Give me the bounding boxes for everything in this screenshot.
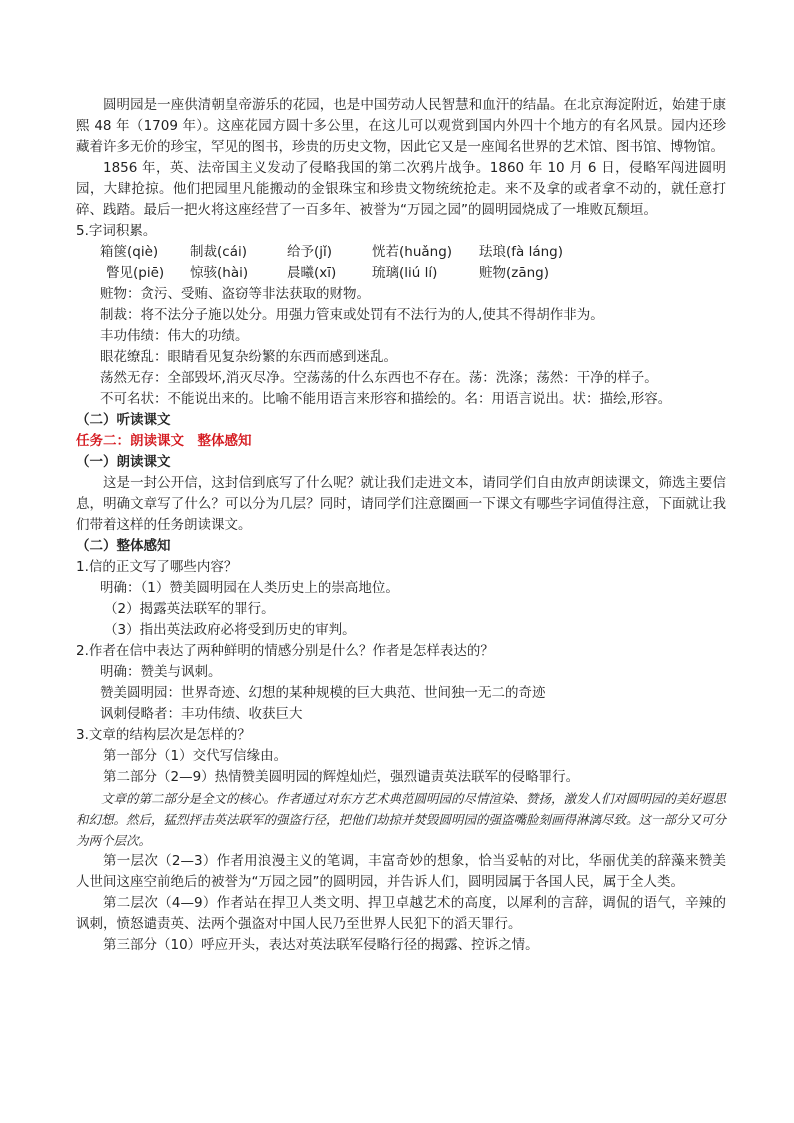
vocab-item: 制裁(cái) — [190, 244, 247, 260]
definition-line: 荡然无存：全部毁坏,消灭尽净。空荡荡的什么东西也不存在。荡：洗涤；荡然：干净的样子。 — [100, 370, 658, 386]
vocab-item: 瞥见(piē) — [106, 265, 165, 281]
definition-line: 不可名状：不能说出来的。比喻不能用语言来形容和描绘的。名：用语言说出。状：描绘,形容。 — [100, 391, 672, 407]
vocab-item: 给予(jǐ) — [287, 244, 333, 260]
heading-task-two: 任务二：朗读课文 整体感知 — [76, 433, 252, 449]
section-vocab-heading: 5.字词积累。 — [76, 223, 157, 239]
answer-line: （3）指出英法政府必将受到历史的审判。 — [104, 622, 356, 638]
structure-part-1: 第一部分（1）交代写信缘由。 — [103, 748, 288, 764]
paragraph-invasion-history: 1856 年，英、法帝国主义发动了侵略我国的第二次鸦片战争。1860 年 10 月 6 日，侵略军闯进圆明园，大肆抢掠。他们把园里凡能搬动的金银珠宝和珍贵文物统统抢走。来不及拿的或者拿不动的，就任意打碎、践踏。最后一把火将这座经营了一百多年、被誉为“万园之园”的圆明园烧成了一堆败瓦颓垣。 — [76, 160, 726, 218]
answer-line: 讽刺侵略者：丰功伟绩、收获巨大 — [100, 706, 303, 722]
structure-part-3: 第三部分（10）呼应开头，表达对英法联军侵略行径的揭露、控诉之情。 — [103, 937, 539, 953]
definition-line: 眼花缭乱：眼睛看见复杂纷繁的东西而感到迷乱。 — [100, 349, 397, 365]
question-3: 3.文章的结构层次是怎样的？ — [76, 727, 251, 743]
vocab-row-2 — [76, 263, 726, 284]
heading-read-aloud: （一）朗读课文 — [76, 454, 171, 470]
answer-line: 明确：（1）赞美圆明园在人类历史上的崇高地位。 — [100, 580, 399, 596]
definition-line: 丰功伟绩：伟大的功绩。 — [100, 328, 249, 344]
heading-overall-perception: （二）整体感知 — [76, 538, 171, 554]
vocab-item: 赃物(zāng) — [479, 265, 550, 281]
vocab-item: 恍若(huǎng) — [372, 244, 453, 260]
answer-line: （2）揭露英法联军的罪行。 — [104, 601, 275, 617]
vocab-item: 晨曦(xī) — [287, 265, 337, 281]
document-page — [76, 95, 726, 956]
answer-line: 赞美圆明园：世界奇迹、幻想的某种规模的巨大典范、世间独一无二的奇迹 — [100, 685, 546, 701]
structure-layer-1: 第一层次（2—3）作者用浪漫主义的笔调，丰富奇妙的想象，恰当妥帖的对比，华丽优美的辞藻来赞美人世间这座空前绝后的被誉为“万园之园”的圆明园，并告诉人们，圆明园属于各国人民，属于全人类。 — [76, 853, 726, 890]
structure-part-2-note: 文章的第二部分是全文的核心。作者通过对东方艺术典范圆明园的尽情渲染、赞扬，激发人们对圆明园的美好遐思和幻想。然后，猛烈抨击英法联军的强盗行径，把他们劫掠并焚毁圆明园的强盗嘴脸刻画得淋漓尽致。这一部分又可分为两个层次。 — [76, 791, 727, 848]
vocab-item: 珐琅(fà láng) — [479, 244, 563, 260]
paragraph-yuanmingyuan-intro: 圆明园是一座供清朝皇帝游乐的花园，也是中国劳动人民智慧和血汗的结晶。在北京海淀附近，始建于康熙 48 年（1709 年）。这座花园方圆十多公里，在这儿可以观赏到国内外四十个地方的有名风景。园内还珍藏着许多无价的珍宝，罕见的图书，珍贵的历史文物，因此它又是一座闻名世界的艺术馆、图书馆、博物馆。 — [76, 97, 726, 155]
vocab-item: 箱箧(qiè) — [100, 244, 159, 260]
structure-part-2: 第二部分（2—9）热情赞美圆明园的辉煌灿烂，强烈谴责英法联军的侵略罪行。 — [103, 769, 580, 785]
question-2: 2.作者在信中表达了两种鲜明的情感分别是什么？作者是怎样表达的？ — [76, 643, 494, 659]
vocab-item: 惊骇(hài) — [190, 265, 249, 281]
heading-listen: （二）听读课文 — [76, 412, 171, 428]
vocab-row-1 — [76, 242, 726, 263]
definition-line: 制裁：将不法分子施以处分。用强力管束或处罚有不法行为的人,使其不得胡作非为。 — [100, 307, 604, 323]
question-1: 1.信的正文写了哪些内容？ — [76, 559, 238, 575]
definition-line: 赃物：贪污、受贿、盗窃等非法获取的财物。 — [100, 286, 370, 302]
answer-line: 明确：赞美与讽刺。 — [100, 664, 222, 680]
vocab-item: 琉璃(liú lí) — [372, 265, 438, 281]
structure-layer-2: 第二层次（4—9）作者站在捍卫人类文明、捍卫卓越艺术的高度，以犀利的言辞，调侃的语气，辛辣的讽刺，愤怒谴责英、法两个强盗对中国人民乃至世界人民犯下的滔天罪行。 — [76, 895, 726, 932]
paragraph-read-instructions: 这是一封公开信，这封信到底写了什么呢？就让我们走进文本，请同学们自由放声朗读课文，筛选主要信息，明确文章写了什么？可以分为几层？同时，请同学们注意圈画一下课文有哪些字词值得注意，下面就让我们带着这样的任务朗读课文。 — [76, 475, 726, 533]
